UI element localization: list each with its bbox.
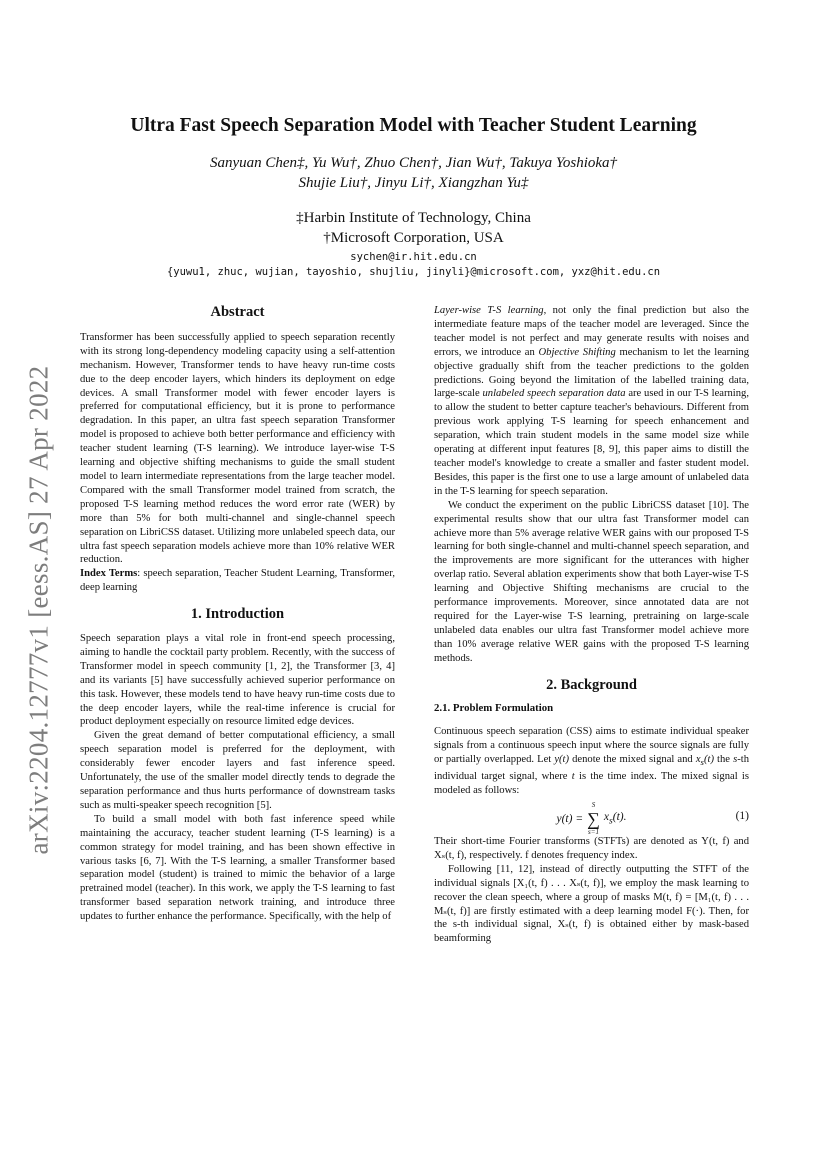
arxiv-sidebar [14,330,64,890]
problem-formulation-heading: 2.1. Problem Formulation [434,702,554,715]
equation-1: y(t) = S ∑ s=1 $x_s(t)$. (1) [556,801,749,837]
index-terms-text: : speech separation, Teacher Student Learning, Transformer, deep learning [80,568,395,594]
authors-line-1: Sanyuan Chen‡, Yu Wu†, Zhuo Chen†, Jian Wu†, Takuya Yoshioka† [209,155,618,171]
sum-upper: S [591,801,596,810]
eq-rhs: x [603,810,610,823]
bg-p1-f: the [713,754,734,766]
left-column [80,306,395,924]
background-heading: 2. Background [546,676,637,693]
email-block [0,250,827,280]
index-terms [80,567,395,595]
background-paragraph-1: Continuous speech separation (CSS) aims to estimate individual speaker signals from a continuous speech input where the source signals are fully or partially overlapped. Let y(t) denote the mixed signal and $x_s(t)$ the s-th individual target signal, where t is the time index. The mixed signal is modeled as follows: [434,726,749,797]
sigma-symbol: ∑ [587,809,600,830]
affiliations [0,208,827,248]
email-line-1: sychen@ir.hit.edu.cn [350,251,477,263]
intro-p4-part-d: mechanism to let the learning objective gradually shift from the teacher predictions to the golden predictions. Going beyond the limitation of the labelled training data, large-scale [434,346,749,400]
intro-paragraph-5: We conduct the experiment on the public LibriCSS dataset [10]. The experimental results show that our ultra fast Transformer model can achieve more than 5% average relative WER gains with our proposed T-S learning for both single-channel and multi-channel speech separation, and the improvements are more significant for the utterances with higher overlap ratio. Several ablation experiments show that both Layer-wise T-S learning and Objective Shifting mechanisms are crucial to the performance improvements. Moreover, since annotated data are not required for the Layer-wise T-S learning, pretraining on large-scale unlabeled data enables our ultra fast Transformer model achieve more than 10% average relative WER gains with the proposed T-S learning methods. [434,499,749,664]
bg-p1-h: -th individual target signal, where [434,754,749,783]
objective-shifting-term: Objective Shifting [538,346,616,358]
bg-p1-d: x [695,754,701,766]
arxiv-identifier: arXiv:2204.12777v1 [eess.AS] 27 Apr 2022 [23,365,54,855]
email-line-2: {yuwu1, zhuc, wujian, tayoshio, shujliu, jinyli}@microsoft.com, yxz@hit.edu.cn [166,266,661,278]
eq-rhs-2: (t). [612,810,627,823]
bg-p1-i: t [571,771,575,783]
intro-p4-part-f: are used in our T-S learning, to allow the student to better capture teacher's behaviours. Different from previous work applying T-S learning for speech enhancement and separation, which train student models in the same model size while operating at different input features [8, 9], this paper aims to distill the teacher model's knowledge to create a smaller and faster student model. Besides, this paper is the first one to use a large amount of unlabeled data in the T-S learning for speech separation. [434,388,749,497]
intro-paragraph-3: To build a small model with both fast inference speed while maintaining the accuracy, teacher student learning (T-S learning) is a common strategy for model training, and has been shown effective in various tasks [6, 7]. With the T-S learning, a smaller Transformer based separation model (student) is trained to mimic the behavior of a large pretrained model (teacher). In this work, we apply the T-S learning to fast transformer based separation network training, and introduce three updates to further enhance the performance. Specifically, with the help of [80,813,395,923]
bg-p1-a: Continuous speech separation (CSS) aims to estimate individual speaker signals from a continuous speech input where the source signals are fully or partially overlapped. Let [434,726,749,766]
intro-paragraph-1: Speech separation plays a vital role in front-end speech processing, aiming to handle the cocktail party problem. Recently, with the success of Transformer model in speech community [1, 2], the Transformer [3, 4] and its variants [5] have successfully achieved superior performance on this task. However, these models tend to have heavy run-time costs due to the deep encoder layers, while the real-time inference is crucial for product deployment especially on resource limited edge devices. [80,633,395,728]
equation-number: (1) [735,810,749,823]
abstract-text: Transformer has been successfully applied to speech separation recently with its strong long-dependency modeling capacity using a self-attention mechanism. However, Transformer tends to have heavy run-time costs due to the deep encoder layers, which hinders its deployment on edge devices. A small Transformer model with fewer encoder layers is preferred for computational efficiency, but it is prone to performance degradation. In this paper, an ultra fast speech separation Transformer model is proposed to achieve both better performance and efficiency with teacher student learning (T-S learning). We introduce layer-wise T-S learning and objective shifting mechanisms to guide the small student model to learn intermediate representations from the large teacher model. Compared with the small Transformer model trained from scratch, the proposed T-S learning method reduces the word error rate (WER) by more than 5% for both multi-channel and single-channel speech separation on LibriCSS dataset. Utilizing more unlabeled speech data, our ultra fast speech separation models achieve more than 10% relative WER reduction. [80,331,395,566]
layerwise-ts-term: Layer-wise T-S learning [434,305,544,316]
background-paragraph-2: Their short-time Fourier transforms (STFTs) are denoted as Y(t, f) and Xₛ(t, f), respectively. f denotes frequency index. [434,836,749,861]
bg-p1-c: denote the mixed signal and [569,754,696,766]
paper-title: Ultra Fast Speech Separation Model with Teacher Student Learning [130,115,697,136]
affiliation-microsoft: †Microsoft Corporation, USA [323,230,504,246]
affiliation-hit: ‡Harbin Institute of Technology, China [296,210,531,226]
intro-paragraph-2: Given the great demand of better computational efficiency, a small speech separation model is preferred for the deployment, with considerably fewer encoder layers and fast inference speed. Unfortunately, the use of the smaller model directly tends to degrade the separation performance and thus hurts performance of downstream tasks such as multi-speaker speech recognition [5]. [80,730,395,811]
index-terms-label: Index Terms [80,568,138,580]
introduction-heading: 1. Introduction [190,606,285,623]
authors-line-2: Shujie Liu†, Jinyu Li†, Xiangzhan Yu‡ [298,175,529,191]
bg-p1-b: y(t) [554,754,570,766]
bg-p1-j: is the time index. The mixed signal is modeled as follows: [434,771,749,797]
abstract-heading: Abstract [210,304,265,320]
bg-p1-e: (t) [703,754,714,766]
eq-lhs: y(t) = [556,813,584,826]
background-paragraph-3: Following [11, 12], instead of directly outputting the STFT of the individual signals [X₁(t, f) . . . Xₛ(t, f)], we employ the mask learning to recover the clean speech, where a group of masks M(t, f) = [M₁(t, f) . . . Mₛ(t, f)] are firstly estimated with a deep learning model F(·). Then, for the s-th individual signal, Xₛ(t, f) is obtained either by mask-based beamforming [434,863,749,945]
right-column [434,304,749,946]
intro-p4-part-b: , not only the final prediction but also the intermediate feature maps of the teacher model are leveraged. Since the teacher model is not perfect and may generate results with noises and errors, we introduce an [434,305,749,358]
sum-operator [587,801,600,837]
intro-paragraph-4 [434,304,749,499]
unlabeled-data-term: unlabeled speech separation data [482,388,626,400]
sum-lower: s=1 [588,828,599,837]
author-list [0,153,827,193]
bg-p1-g: s [733,754,738,766]
